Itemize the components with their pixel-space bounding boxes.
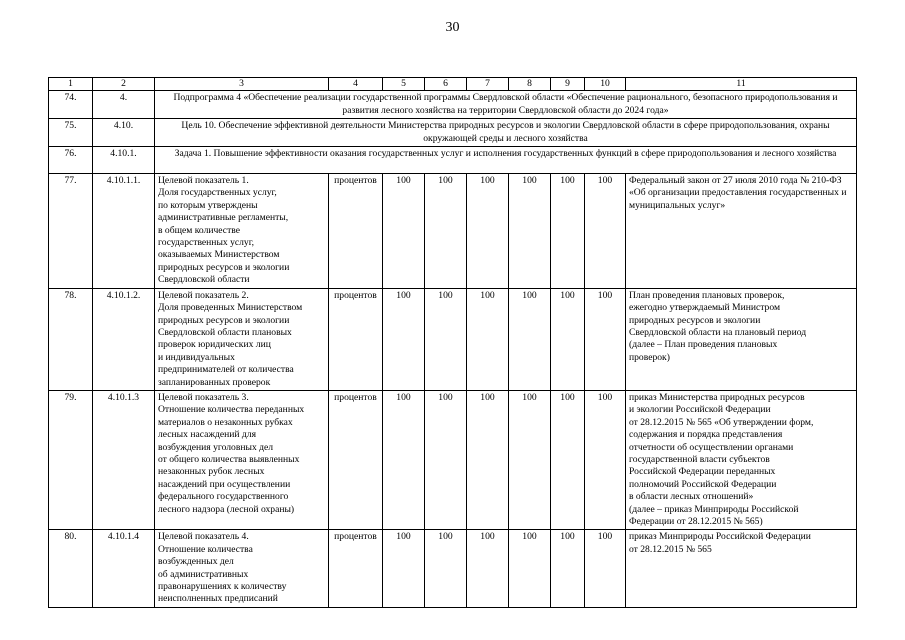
value-cell: 100 (585, 288, 626, 390)
column-header: 7 (467, 78, 509, 91)
row-number: 79. (49, 390, 93, 529)
value-cell: 100 (467, 288, 509, 390)
value-cell: 100 (383, 174, 425, 289)
unit-cell: процентов (329, 174, 383, 289)
section-title: Задача 1. Повышение эффективности оказания государственных услуг и исполнения государственных функций в сфере природопользования и лесного хозяйства (155, 147, 857, 174)
value-cell: 100 (509, 174, 551, 289)
row-number: 74. (49, 91, 93, 119)
section-title: Подпрограмма 4 «Обеспечение реализации государственной программы Свердловской области «Обеспечение рационального, безопасного природопользования и развития лесного хозяйства на территории Свердловской области до 2024 года» (155, 91, 857, 119)
row-number: 76. (49, 147, 93, 174)
row-code: 4.10.1.1. (93, 174, 155, 289)
value-cell: 100 (551, 174, 585, 289)
value-cell: 100 (551, 390, 585, 529)
value-cell: 100 (383, 390, 425, 529)
value-cell: 100 (425, 530, 467, 608)
column-header: 11 (626, 78, 857, 91)
row-number: 80. (49, 530, 93, 608)
row-number: 78. (49, 288, 93, 390)
subprogram-row (49, 91, 857, 119)
row-code: 4.10.1. (93, 147, 155, 174)
indicator-row (49, 288, 857, 390)
value-cell: 100 (383, 288, 425, 390)
page-number: 30 (445, 20, 460, 35)
indicator-name: Целевой показатель 1. Доля государственных услуг, по которым утверждены административные регламенты, в общем количестве государственных услуг, оказываемых Министерством природных ресурсов и экологии Свердловской области (155, 174, 329, 289)
value-cell: 100 (585, 530, 626, 608)
value-cell: 100 (467, 390, 509, 529)
indicator-name: Целевой показатель 2. Доля проведенных Министерством природных ресурсов и экологии Свердловской области плановых проверок юридических лиц и индивидуальных предпринимателей от количества запланированных проверок (155, 288, 329, 390)
source-cell: приказ Министерства природных ресурсов и экологии Российской Федерации от 28.12.2015 № 565 «Об утверждении форм, содержания и порядка представления отчетности об осуществлении органами государственной власти субъектов Российской Федерации переданных полномочий Российской Федерации в области лесных отношений» (далее – приказ Минприроды Российской Федерации от 28.12.2015 № 565) (626, 390, 857, 529)
row-code: 4.10. (93, 119, 155, 147)
value-cell: 100 (509, 288, 551, 390)
column-header: 1 (49, 78, 93, 91)
value-cell: 100 (467, 174, 509, 289)
row-code: 4.10.1.2. (93, 288, 155, 390)
column-header: 5 (383, 78, 425, 91)
column-header: 10 (585, 78, 626, 91)
source-cell: приказ Минприроды Российской Федерации от 28.12.2015 № 565 (626, 530, 857, 608)
goal-row (49, 119, 857, 147)
value-cell: 100 (425, 174, 467, 289)
value-cell: 100 (585, 174, 626, 289)
row-code: 4.10.1.4 (93, 530, 155, 608)
section-title: Цель 10. Обеспечение эффективной деятельности Министерства природных ресурсов и экологии Свердловской области в сфере природопользования, охраны окружающей среды и лесного хозяйства (155, 119, 857, 147)
column-header: 6 (425, 78, 467, 91)
column-header: 4 (329, 78, 383, 91)
value-cell: 100 (467, 530, 509, 608)
source-cell: План проведения плановых проверок, ежегодно утверждаемый Министром природных ресурсов и экологии Свердловской области на плановый период (далее – План проведения плановых проверок) (626, 288, 857, 390)
value-cell: 100 (551, 288, 585, 390)
row-number: 77. (49, 174, 93, 289)
row-code: 4. (93, 91, 155, 119)
column-header: 9 (551, 78, 585, 91)
unit-cell: процентов (329, 288, 383, 390)
unit-cell: процентов (329, 390, 383, 529)
task-row (49, 147, 857, 174)
indicator-row (49, 390, 857, 529)
value-cell: 100 (509, 390, 551, 529)
unit-cell: процентов (329, 530, 383, 608)
indicator-name: Целевой показатель 4. Отношение количества возбужденных дел об административных правонарушениях к количеству неисполненных предписаний (155, 530, 329, 608)
value-cell: 100 (425, 288, 467, 390)
value-cell: 100 (425, 390, 467, 529)
row-number: 75. (49, 119, 93, 147)
column-header: 3 (155, 78, 329, 91)
source-cell: Федеральный закон от 27 июля 2010 года № 210-ФЗ «Об организации предоставления государственных и муниципальных услуг» (626, 174, 857, 289)
indicator-row (49, 530, 857, 608)
value-cell: 100 (551, 530, 585, 608)
indicators-table (48, 77, 857, 608)
value-cell: 100 (585, 390, 626, 529)
column-header: 2 (93, 78, 155, 91)
indicator-name: Целевой показатель 3. Отношение количества переданных материалов о незаконных рубках лесных насаждений для возбуждения уголовных дел от общего количества выявленных незаконных рубок лесных насаждений при осуществлении федерального государственного лесного надзора (лесной охраны) (155, 390, 329, 529)
value-cell: 100 (509, 530, 551, 608)
indicator-row (49, 174, 857, 289)
value-cell: 100 (383, 530, 425, 608)
row-code: 4.10.1.3 (93, 390, 155, 529)
column-header: 8 (509, 78, 551, 91)
column-number-row (49, 78, 857, 91)
